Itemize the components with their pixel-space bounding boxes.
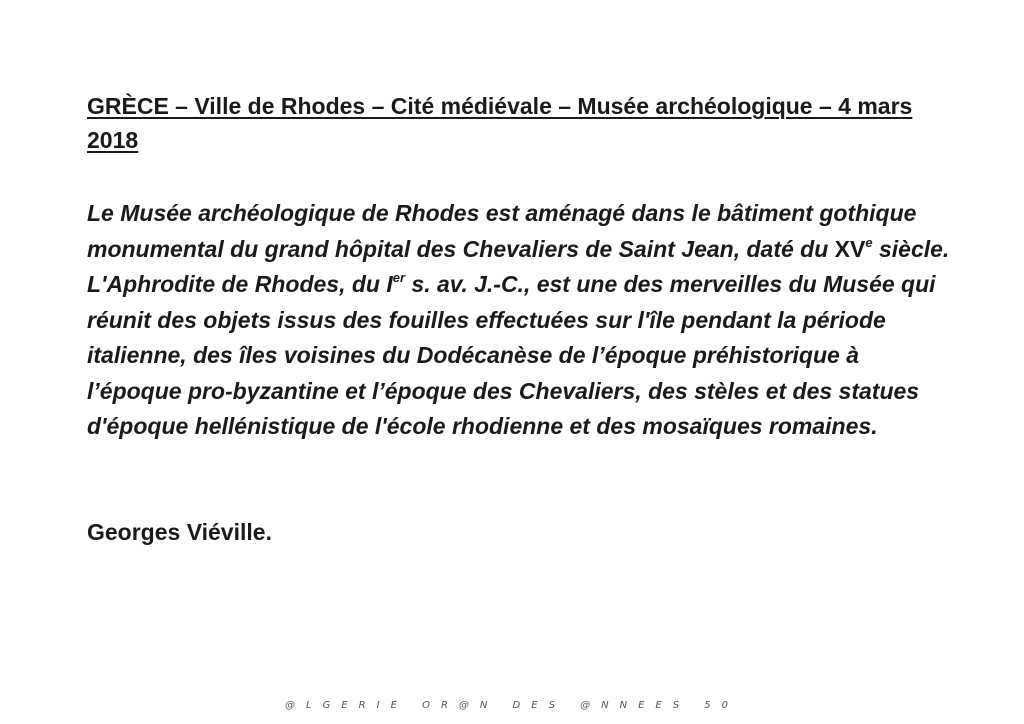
paragraph-part-2: siècle. L'Aphrodite de Rhodes, du I: [87, 235, 950, 297]
body-paragraph: [87, 196, 957, 445]
paragraph-part-1: Le Musée archéologique de Rhodes est aménagé dans le bâtiment gothique monumental du grand hôpital des Chevaliers de Saint Jean, daté du: [87, 200, 917, 262]
document-title: GRÈCE – Ville de Rhodes – Cité médiévale – Musée archéologique – 4 mars 2018: [87, 93, 913, 153]
first-superscript: er: [392, 270, 406, 285]
century-numeral: XV: [834, 235, 866, 262]
author-signature: Georges Viéville.: [87, 519, 272, 545]
century-superscript: e: [865, 234, 873, 250]
footer-watermark: @LGERIE OR@N DES @NNEES 50: [285, 700, 739, 711]
paragraph-part-3: s. av. J.-C., est une des merveilles du Musée qui réunit des objets issus des fouilles effectuées sur l'île pendant la période italienne, des îles voisines du Dodécanèse de l’époque préhistorique à l’époque pro-byzantine et l’époque des Chevaliers, des stèles et des statues d'époque hellénistique de l'école rhodienne et des mosaïques romaines.: [87, 271, 936, 439]
